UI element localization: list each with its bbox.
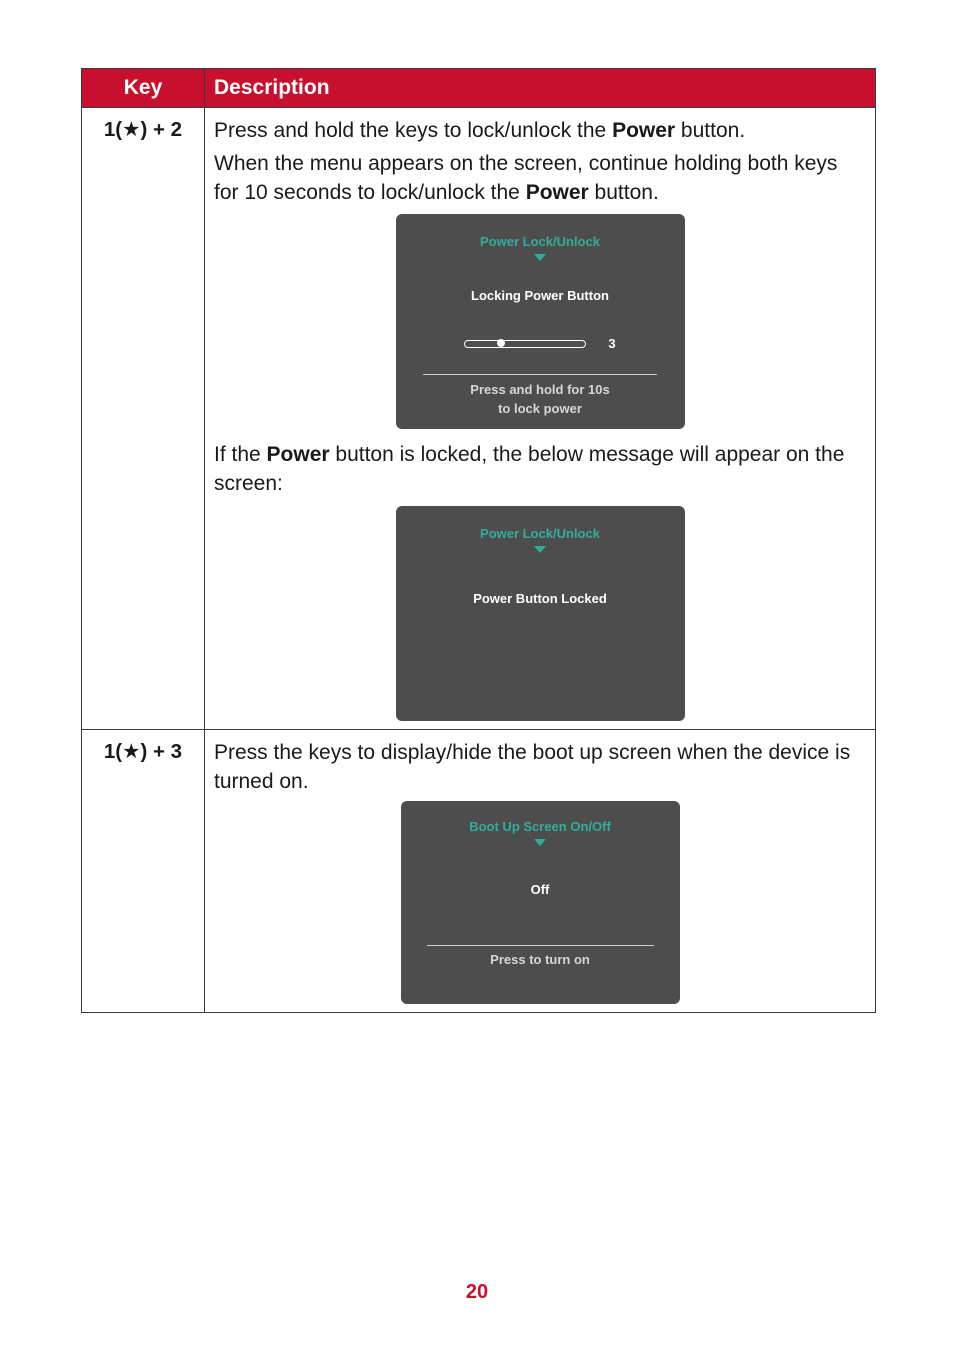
progress-knob	[497, 339, 505, 347]
osd-power-locked	[396, 506, 685, 721]
osd-progress	[396, 329, 685, 358]
triangle-down-icon	[534, 254, 546, 261]
osd-message: Power Button Locked	[473, 591, 607, 606]
description-text: If the Power button is locked, the below message will appear on the screen:	[214, 443, 845, 495]
description-text: Press and hold the keys to lock/unlock the Power button.	[214, 119, 746, 142]
page-number: 20	[465, 1281, 489, 1303]
osd-message: Off	[530, 882, 550, 897]
progress-track	[464, 340, 586, 348]
osd-boot-up-screen	[401, 801, 680, 1004]
key-description-table	[81, 68, 876, 1013]
key-combo: 1(★) + 2	[82, 108, 205, 730]
triangle-down-icon	[534, 546, 546, 553]
table-row	[82, 730, 876, 1013]
triangle-down-icon	[534, 839, 546, 846]
header-description: Description	[205, 69, 876, 108]
osd-title: Power Lock/Unlock	[480, 526, 600, 541]
description-cell	[205, 730, 876, 1013]
description-text: Press the keys to display/hide the boot up screen when the device is turned on.	[214, 741, 851, 793]
progress-value: 3	[608, 336, 616, 351]
table-row	[82, 108, 876, 730]
osd-title: Boot Up Screen On/Off	[469, 819, 611, 834]
osd-message: Locking Power Button	[471, 288, 609, 303]
osd-footer: Press to turn on	[490, 952, 590, 967]
description-text: When the menu appears on the screen, continue holding both keys for 10 seconds to lock/unlock the Power button.	[214, 152, 838, 204]
osd-footer-line1: Press and hold for 10s	[470, 382, 610, 397]
osd-power-lock-progress	[396, 214, 685, 429]
table-header-row	[82, 69, 876, 108]
osd-title: Power Lock/Unlock	[480, 234, 600, 249]
osd-footer-line2: to lock power	[498, 401, 582, 416]
description-cell	[205, 108, 876, 730]
header-key: Key	[82, 69, 205, 108]
key-combo: 1(★) + 3	[82, 730, 205, 1013]
